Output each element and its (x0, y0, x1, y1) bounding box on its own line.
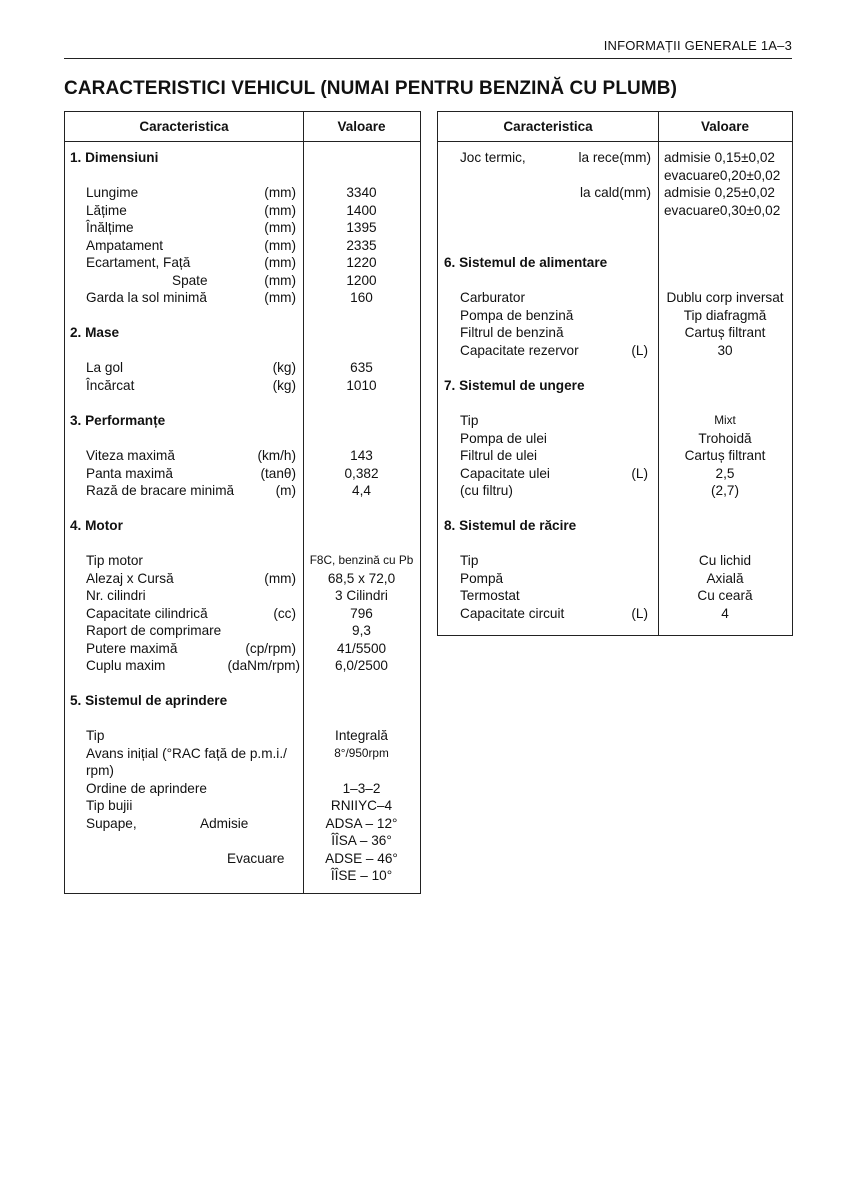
left-spec-table (64, 111, 421, 894)
spec-row: Tip Mixt (460, 413, 736, 428)
section-mase: 2. Mase (70, 325, 120, 340)
spec-row: Tip bujii RNIIYC–4 (86, 798, 393, 813)
spec-row: Capacitate cilindrică (cc) 796 (86, 605, 373, 621)
right-spec-table (437, 111, 793, 636)
spec-row: Filtrul de benzină Cartuș filtrant (460, 325, 766, 340)
spec-row: Cuplu maxim (daNm/rpm) 6,0/2500 (86, 658, 388, 673)
spec-row: Filtrul de ulei Cartuș filtrant (460, 448, 766, 463)
spec-row: Capacitate circuit (L) 4 (460, 605, 729, 621)
spec-row: Încărcat (kg) 1010 (86, 377, 377, 393)
spec-row: la cald(mm) admisie 0,25±0,02 (580, 185, 775, 200)
section-ungere: 7. Sistemul de ungere (444, 378, 585, 393)
spec-row: La gol (kg) 635 (86, 360, 373, 375)
col-header-characteristic: Caracteristica (139, 119, 229, 134)
spec-row: Tip Integrală (86, 728, 388, 743)
spec-row: rpm) (86, 763, 114, 778)
section-alimentare: 6. Sistemul de alimentare (444, 255, 608, 270)
spec-row: Ecartament, Față (mm) 1220 (86, 255, 377, 270)
section-performante: 3. Performanțe (70, 413, 166, 428)
spec-row: Panta maximă (tanθ) 0,382 (86, 465, 379, 481)
col-header-value: Valoare (337, 119, 386, 134)
spec-row: Pompa de benzină Tip diafragmă (460, 307, 767, 323)
spec-row: Tip Cu lichid (460, 553, 752, 568)
section-aprindere: 5. Sistemul de aprindere (70, 693, 228, 708)
spec-row: Spate (mm) 1200 (172, 272, 377, 288)
spec-row: Raport de comprimare 9,3 (86, 623, 371, 638)
spec-row: evacuare0,20±0,02 (664, 167, 781, 183)
spec-row: Nr. cilindri 3 Cilindri (86, 588, 388, 603)
spec-row: Rază de bracare minimă (m) 4,4 (86, 483, 371, 498)
col-header-characteristic: Caracteristica (503, 119, 593, 134)
page-title: CARACTERISTICI VEHICUL (NUMAI PENTRU BENZINĂ CU PLUMB) (64, 78, 678, 99)
page-label: INFORMAȚII GENERALE 1A–3 (603, 38, 792, 53)
spec-row: Putere maximă (cp/rpm) 41/5500 (86, 640, 387, 656)
section-racire: 8. Sistemul de răcire (444, 518, 577, 533)
spec-row: Supape, Admisie ADSA – 12° (86, 815, 398, 831)
spec-row: Lungime (mm) 3340 (86, 185, 377, 200)
spec-row: Pompa de ulei Trohoidă (460, 430, 752, 446)
spec-row: Carburator Dublu corp inversat (460, 290, 784, 305)
spec-row: Viteza maximă (km/h) 143 (86, 448, 373, 463)
spec-row: Tip motor F8C, benzină cu Pb (86, 553, 414, 568)
header-divider (438, 141, 792, 142)
spec-row: Pompă Axială (460, 570, 744, 586)
spec-row: Capacitate rezervor (L) 30 (460, 342, 733, 358)
spec-row: Ordine de aprindere 1–3–2 (86, 780, 381, 796)
col-header-value: Valoare (700, 119, 750, 134)
spec-row: Garda la sol minimă (mm) 160 (86, 290, 373, 305)
spec-row: evacuare0,30±0,02 (664, 202, 781, 218)
section-dimensiuni: 1. Dimensiuni (70, 150, 159, 165)
spec-row: Joc termic, la rece(mm) admisie 0,15±0,02 (460, 150, 775, 165)
spec-row: Ampatament (mm) 2335 (86, 237, 377, 253)
spec-row: Alezaj x Cursă (mm) 68,5 x 72,0 (86, 570, 396, 586)
spec-row: ÎÎSA – 36° (331, 833, 392, 848)
spec-row: Avans inițial (°RAC față de p.m.i./ 8°/950rpm (86, 745, 389, 761)
section-motor: 4. Motor (70, 518, 123, 533)
spec-row: Capacitate ulei (L) 2,5 (460, 465, 735, 481)
page-header (64, 36, 792, 59)
spec-row: Înălțime (mm) 1395 (86, 220, 377, 235)
spec-row: Termostat Cu ceară (460, 588, 753, 603)
spec-row: Evacuare ADSE – 46° (227, 850, 398, 866)
spec-row: (cu filtru) (2,7) (460, 483, 739, 498)
spec-row: Lățime (mm) 1400 (86, 202, 377, 218)
header-divider (65, 141, 420, 142)
spec-row: ÎÎSE – 10° (330, 868, 393, 883)
